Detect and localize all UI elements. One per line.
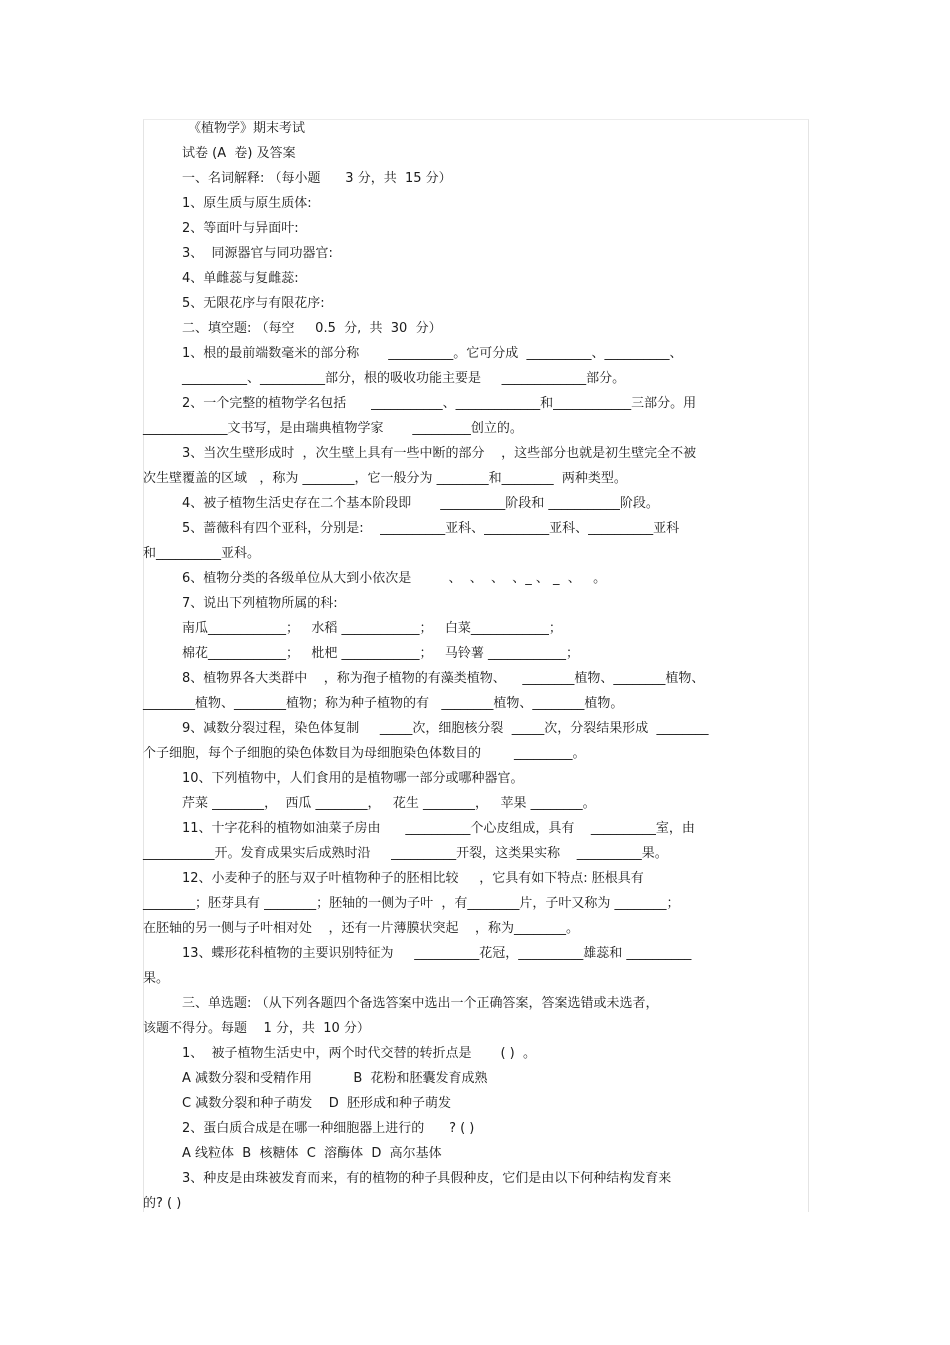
text-line: 5、无限花序与有限花序:: [182, 296, 325, 311]
text-line: 1、原生质与原生质体:: [182, 196, 312, 211]
text-line: 《植物学》期末考试: [188, 121, 306, 136]
text-line: __________、__________部分，根的吸收功能主要是 _____________部分。: [182, 371, 626, 386]
text-line: 6、植物分类的各级单位从大到小依次是 、 、 、 、_ 、 _ 、 。: [182, 571, 607, 586]
text-line: 11、十字花科的植物如油菜子房由 __________个心皮组成，具有 __________室，由: [182, 821, 695, 836]
text-line: 果。: [143, 971, 170, 986]
text-line: 二、填空题: （每空 0.5 分, 共 30 分）: [182, 321, 442, 336]
text-line: 4、单雌蕊与复雌蕊:: [182, 271, 299, 286]
text-line: ___________开。发育成果实后成熟时沿 __________开裂，这类果实称 __________果。: [143, 846, 668, 861]
text-line: 棉花____________； 枇杷 ____________； 马铃薯 ____________；: [182, 646, 580, 661]
text-line: 在胚轴的另一侧与子叶相对处 ，还有一片薄膜状突起 ，称为________。: [143, 921, 580, 936]
text-line: 该题不得分。每题 1 分，共 10 分）: [143, 1021, 370, 1036]
text-line: 1、根的最前端数毫米的部分称 __________。它可分成 __________、__________、: [182, 346, 683, 361]
text-line: 3、 同源器官与同功器官:: [182, 246, 333, 261]
text-line: 芹菜 ________， 西瓜 ________， 花生 ________， 苹果 ________。: [182, 796, 596, 811]
text-line: 8、植物界各大类群中 ，称为孢子植物的有藻类植物、 ________植物、________植物、: [182, 671, 705, 686]
text-line: 13、蝶形花科植物的主要识别特征为 __________花冠，__________雄蕊和 __________: [182, 946, 692, 961]
text-line: ________植物、________植物；称为种子植物的有 ________植物、________植物。: [143, 696, 624, 711]
text-line: 和__________亚科。: [143, 546, 261, 561]
text-line: _____________文书写，是由瑞典植物学家 _________创立的。: [143, 421, 523, 436]
text-line: A 减数分裂和受精作用 B 花粉和胚囊发育成熟: [182, 1071, 488, 1086]
text-line: 12、小麦种子的胚与双子叶植物种子的胚相比较 ，它具有如下特点: 胚根具有: [182, 871, 644, 886]
text-line: C 减数分裂和种子萌发 D 胚形成和种子萌发: [182, 1096, 452, 1111]
text-line: 2、一个完整的植物学名包括 ___________、_____________和____________三部分。用: [182, 396, 697, 411]
text-line: 试卷 (A 卷) 及答案: [182, 146, 296, 161]
text-line: A 线粒体 B 核糖体 C 溶酶体 D 高尔基体: [182, 1146, 442, 1161]
text-line: 三、单选题: （从下列各题四个备选答案中选出一个正确答案，答案选错或未选者，: [182, 996, 659, 1011]
text-line: 10、下列植物中，人们食用的是植物哪一部分或哪种器官。: [182, 771, 524, 786]
text-line: 次生壁覆盖的区域 ，称为 ________，它一般分为 ________和________ 两种类型。: [143, 471, 627, 486]
text-line: ________；胚芽具有 ________；胚轴的一侧为子叶 ，有________片，子叶又称为 ________；: [143, 896, 680, 911]
text-line: 个子细胞，每个子细胞的染色体数目为母细胞染色体数目的 _________。: [143, 746, 586, 761]
text-line: 9、减数分裂过程，染色体复制 _____次，细胞核分裂 _____次，分裂结果形成 ________: [182, 721, 709, 736]
text-line: 4、被子植物生活史存在二个基本阶段即 __________阶段和 ___________阶段。: [182, 496, 659, 511]
text-line: 5、蔷薇科有四个亚科，分别是: __________亚科、__________亚科、__________亚科: [182, 521, 680, 536]
text-line: 3、当次生壁形成时 ，次生壁上具有一些中断的部分 ，这些部分也就是初生壁完全不被: [182, 446, 697, 461]
text-line: 一、名词解释: （每小题 3 分，共 15 分）: [182, 171, 452, 186]
text-line: 2、等面叶与异面叶:: [182, 221, 299, 236]
text-line: 的? ( ): [143, 1196, 182, 1211]
text-line: 1、 被子植物生活史中，两个时代交替的转折点是 ( ) 。: [182, 1046, 537, 1061]
text-line: 7、说出下列植物所属的科:: [182, 596, 338, 611]
text-line: 3、种皮是由珠被发育而来，有的植物的种子具假种皮，它们是由以下何种结构发育来: [182, 1171, 672, 1186]
text-line: 南瓜____________； 水稻 ____________； 白菜____________；: [182, 621, 562, 636]
text-line: 2、蛋白质合成是在哪一种细胞器上进行的 ? ( ): [182, 1121, 475, 1136]
